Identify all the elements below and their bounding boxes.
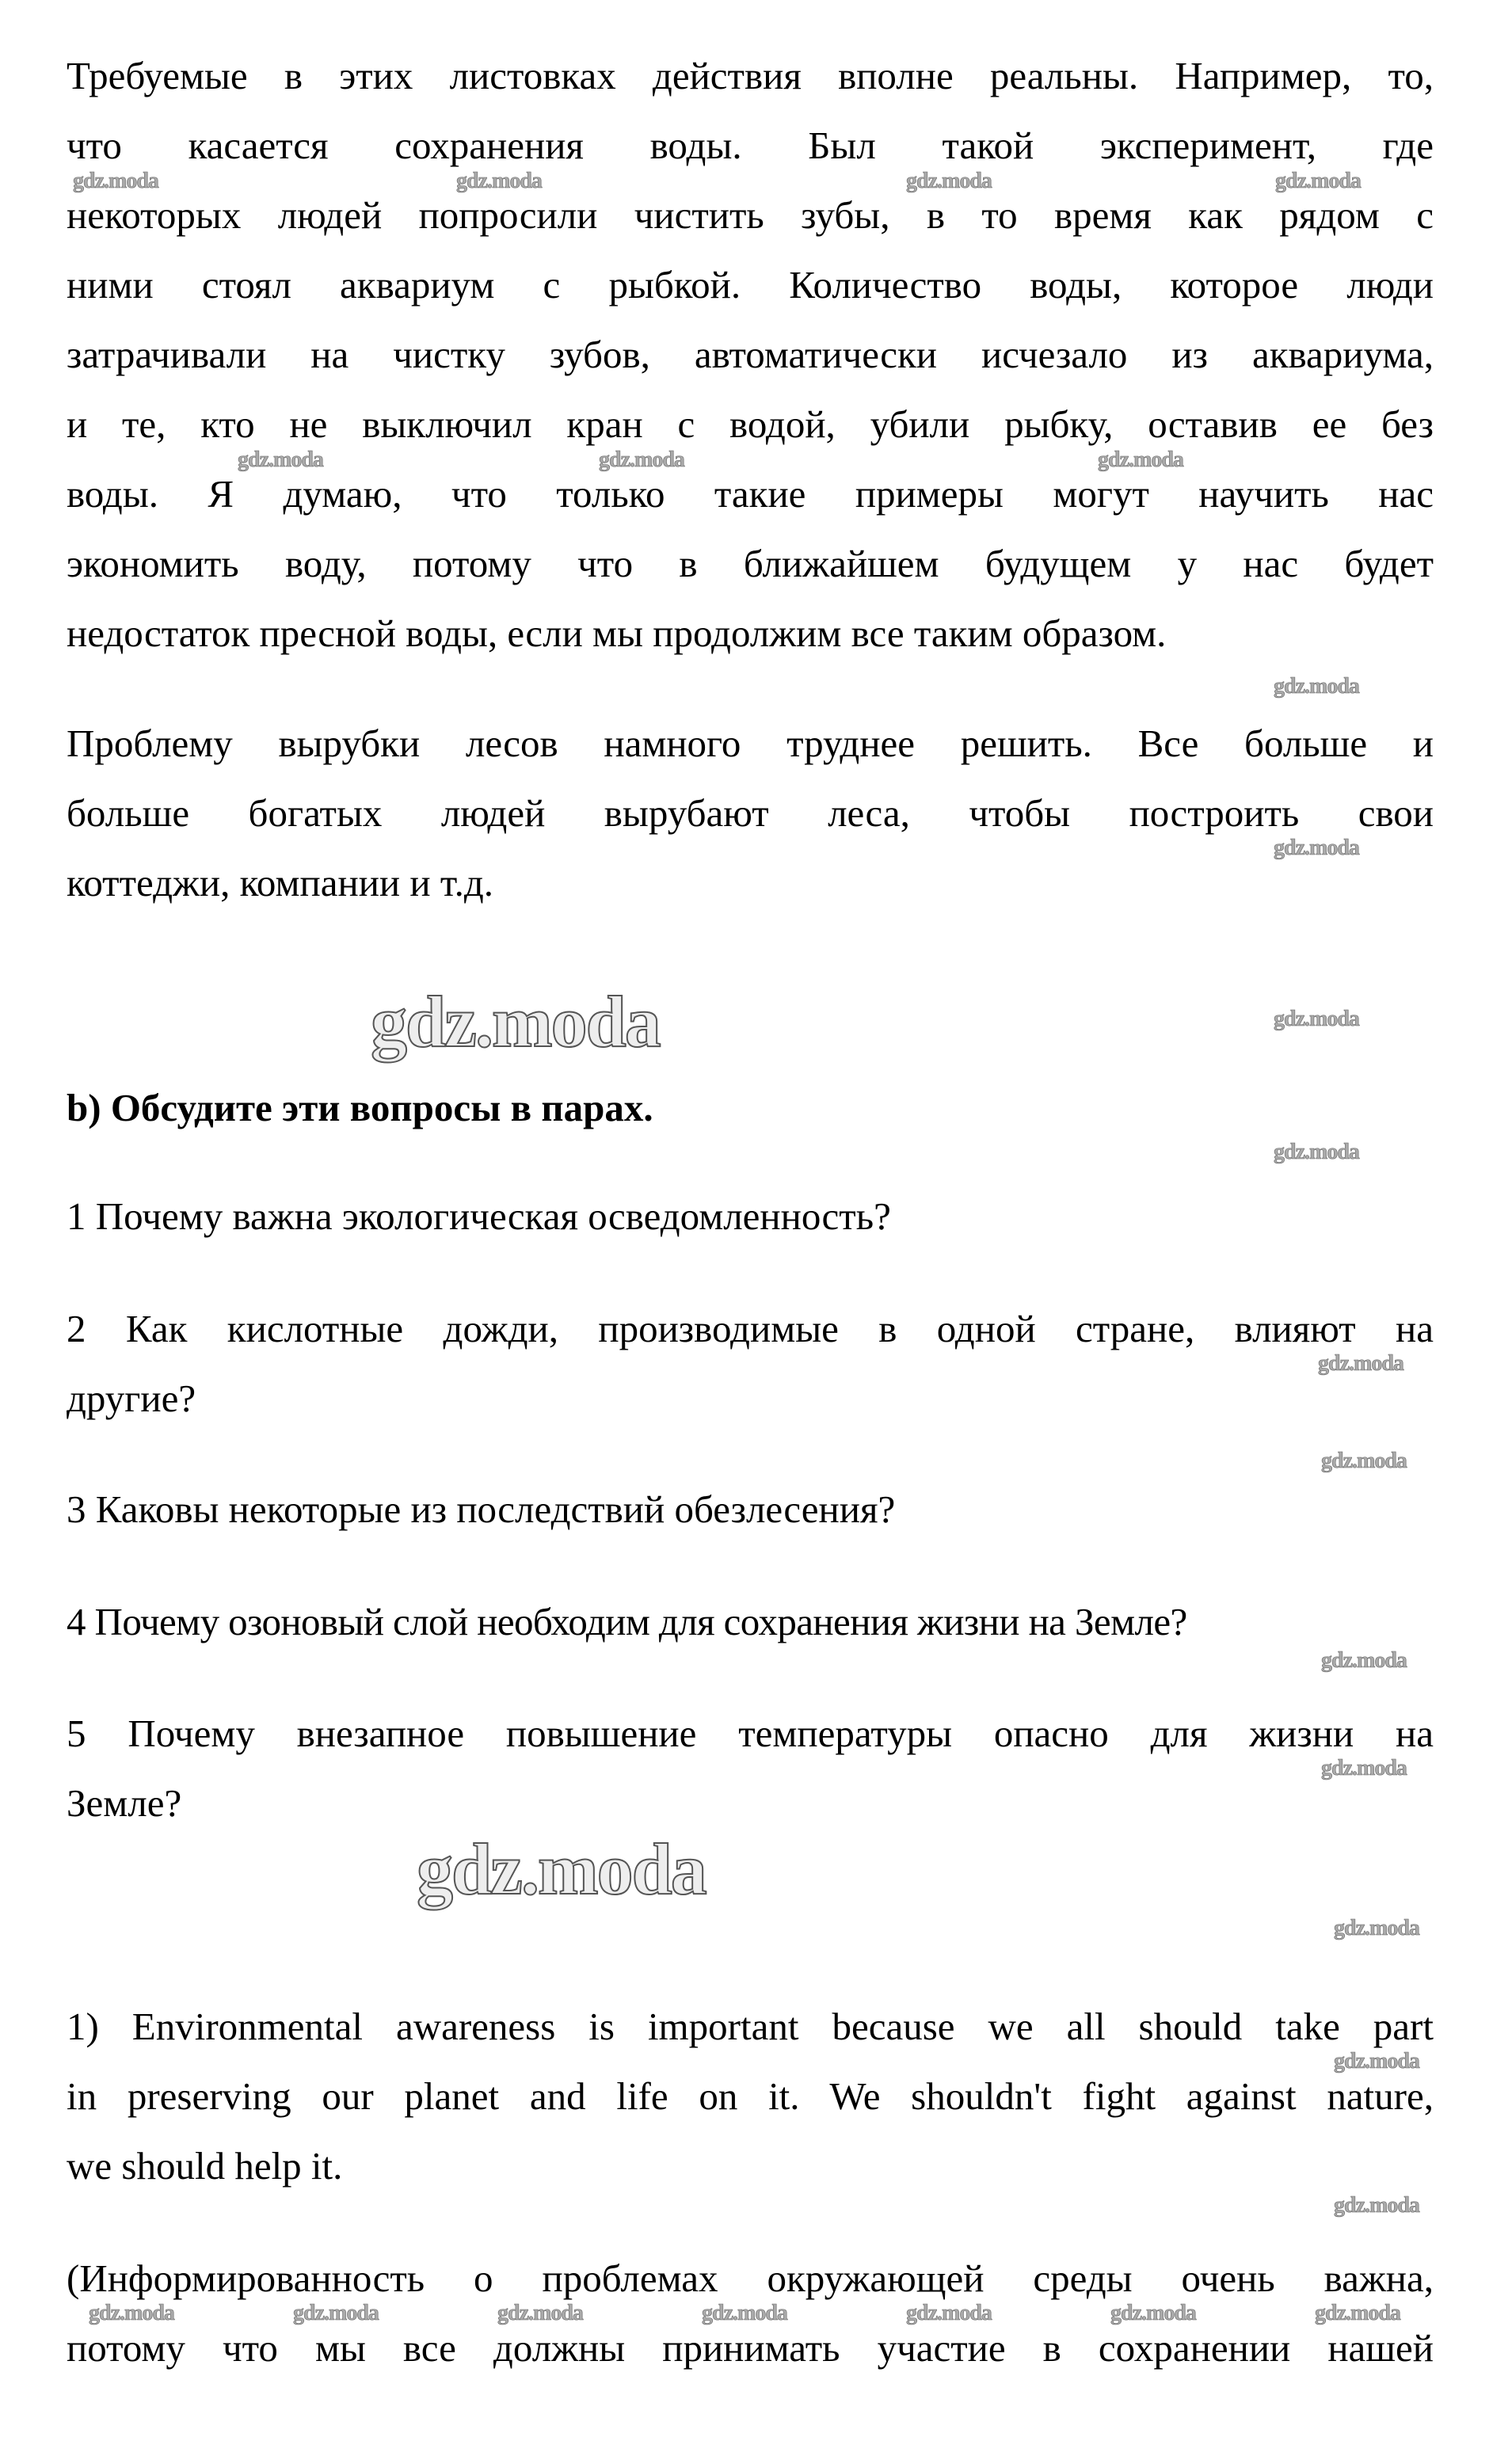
question-5: 5 Почему внезапное повышение температуры опасно для жизни на (67, 1712, 1434, 1755)
text-line: некоторых людей попросили чистить зубы, в то время как рядом с (67, 193, 1434, 237)
watermark: gdz.moda (906, 169, 992, 193)
text-line: ними стоял аквариум с рыбкой. Количество воды, которое люди (67, 263, 1434, 307)
watermark: gdz.moda (1315, 2301, 1400, 2325)
text-line: Проблему вырубки лесов намного труднее решить. Все больше и (67, 722, 1434, 765)
text-line: что касается сохранения воды. Был такой эксперимент, где (67, 124, 1434, 167)
watermark: gdz.moda (1274, 836, 1359, 860)
text-line: больше богатых людей вырубают леса, чтобы построить свои (67, 791, 1434, 835)
question-2: 2 Как кислотные дожди, производимые в одной стране, влияют на (67, 1307, 1434, 1350)
watermark: gdz.moda (1334, 2193, 1419, 2218)
watermark: gdz.moda (599, 447, 684, 472)
watermark: gdz.moda (1321, 1449, 1407, 1473)
watermark: gdz.moda (1110, 2301, 1196, 2325)
text-line: (Информированность о проблемах окружающей среды очень важна, (67, 2256, 1434, 2300)
text-line: затрачивали на чистку зубов, автоматически исчезало из аквариума, (67, 333, 1434, 376)
text-line: экономить воду, потому что в ближайшем будущем у нас будет (67, 542, 1434, 585)
watermark: gdz.moda (1321, 1648, 1407, 1673)
watermark: gdz.moda (906, 2301, 992, 2325)
watermark: gdz.moda (1274, 674, 1359, 699)
task-heading: b) Обсудите эти вопросы в парах. (67, 1086, 653, 1129)
text-line: Требуемые в этих листовках действия вполне реальны. Например, то, (67, 54, 1434, 97)
text-line: we should help it. (67, 2144, 343, 2188)
watermark: gdz.moda (1274, 1140, 1359, 1164)
text-line: потому что мы все должны принимать участие в сохранении нашей (67, 2326, 1434, 2370)
text-line: 1) Environmental awareness is important because we all should take part (67, 2005, 1434, 2048)
watermark-large: gdz.moda (371, 981, 660, 1062)
watermark: gdz.moda (238, 447, 323, 472)
watermark-large: gdz.moda (417, 1829, 706, 1910)
text-line: воды. Я думаю, что только такие примеры могут научить нас (67, 472, 1434, 516)
question-2-cont: другие? (67, 1377, 196, 1420)
question-1: 1 Почему важна экологическая осведомленность? (67, 1194, 891, 1238)
watermark: gdz.moda (702, 2301, 787, 2325)
watermark: gdz.moda (1318, 1351, 1403, 1376)
watermark: gdz.moda (1334, 2049, 1419, 2073)
text-line: и те, кто не выключил кран с водой, убили рыбку, оставив ее без (67, 402, 1434, 446)
watermark: gdz.moda (89, 2301, 174, 2325)
watermark: gdz.moda (1334, 1916, 1419, 1940)
watermark: gdz.moda (293, 2301, 379, 2325)
watermark: gdz.moda (1275, 169, 1361, 193)
text-line: недостаток пресной воды, если мы продолжим все таким образом. (67, 611, 1167, 655)
watermark: gdz.moda (1274, 1007, 1359, 1031)
watermark: gdz.moda (497, 2301, 583, 2325)
watermark: gdz.moda (456, 169, 542, 193)
question-4: 4 Почему озоновый слой необходим для сохранения жизни на Земле? (67, 1600, 1187, 1643)
text-line: коттеджи, компании и т.д. (67, 861, 494, 904)
watermark: gdz.moda (1098, 447, 1183, 472)
watermark: gdz.moda (73, 169, 158, 193)
question-5-cont: Земле? (67, 1781, 182, 1825)
question-3: 3 Каковы некоторые из последствий обезлесения? (67, 1487, 896, 1531)
text-line: in preserving our planet and life on it. We shouldn't fight against nature, (67, 2074, 1434, 2118)
watermark: gdz.moda (1321, 1756, 1407, 1780)
